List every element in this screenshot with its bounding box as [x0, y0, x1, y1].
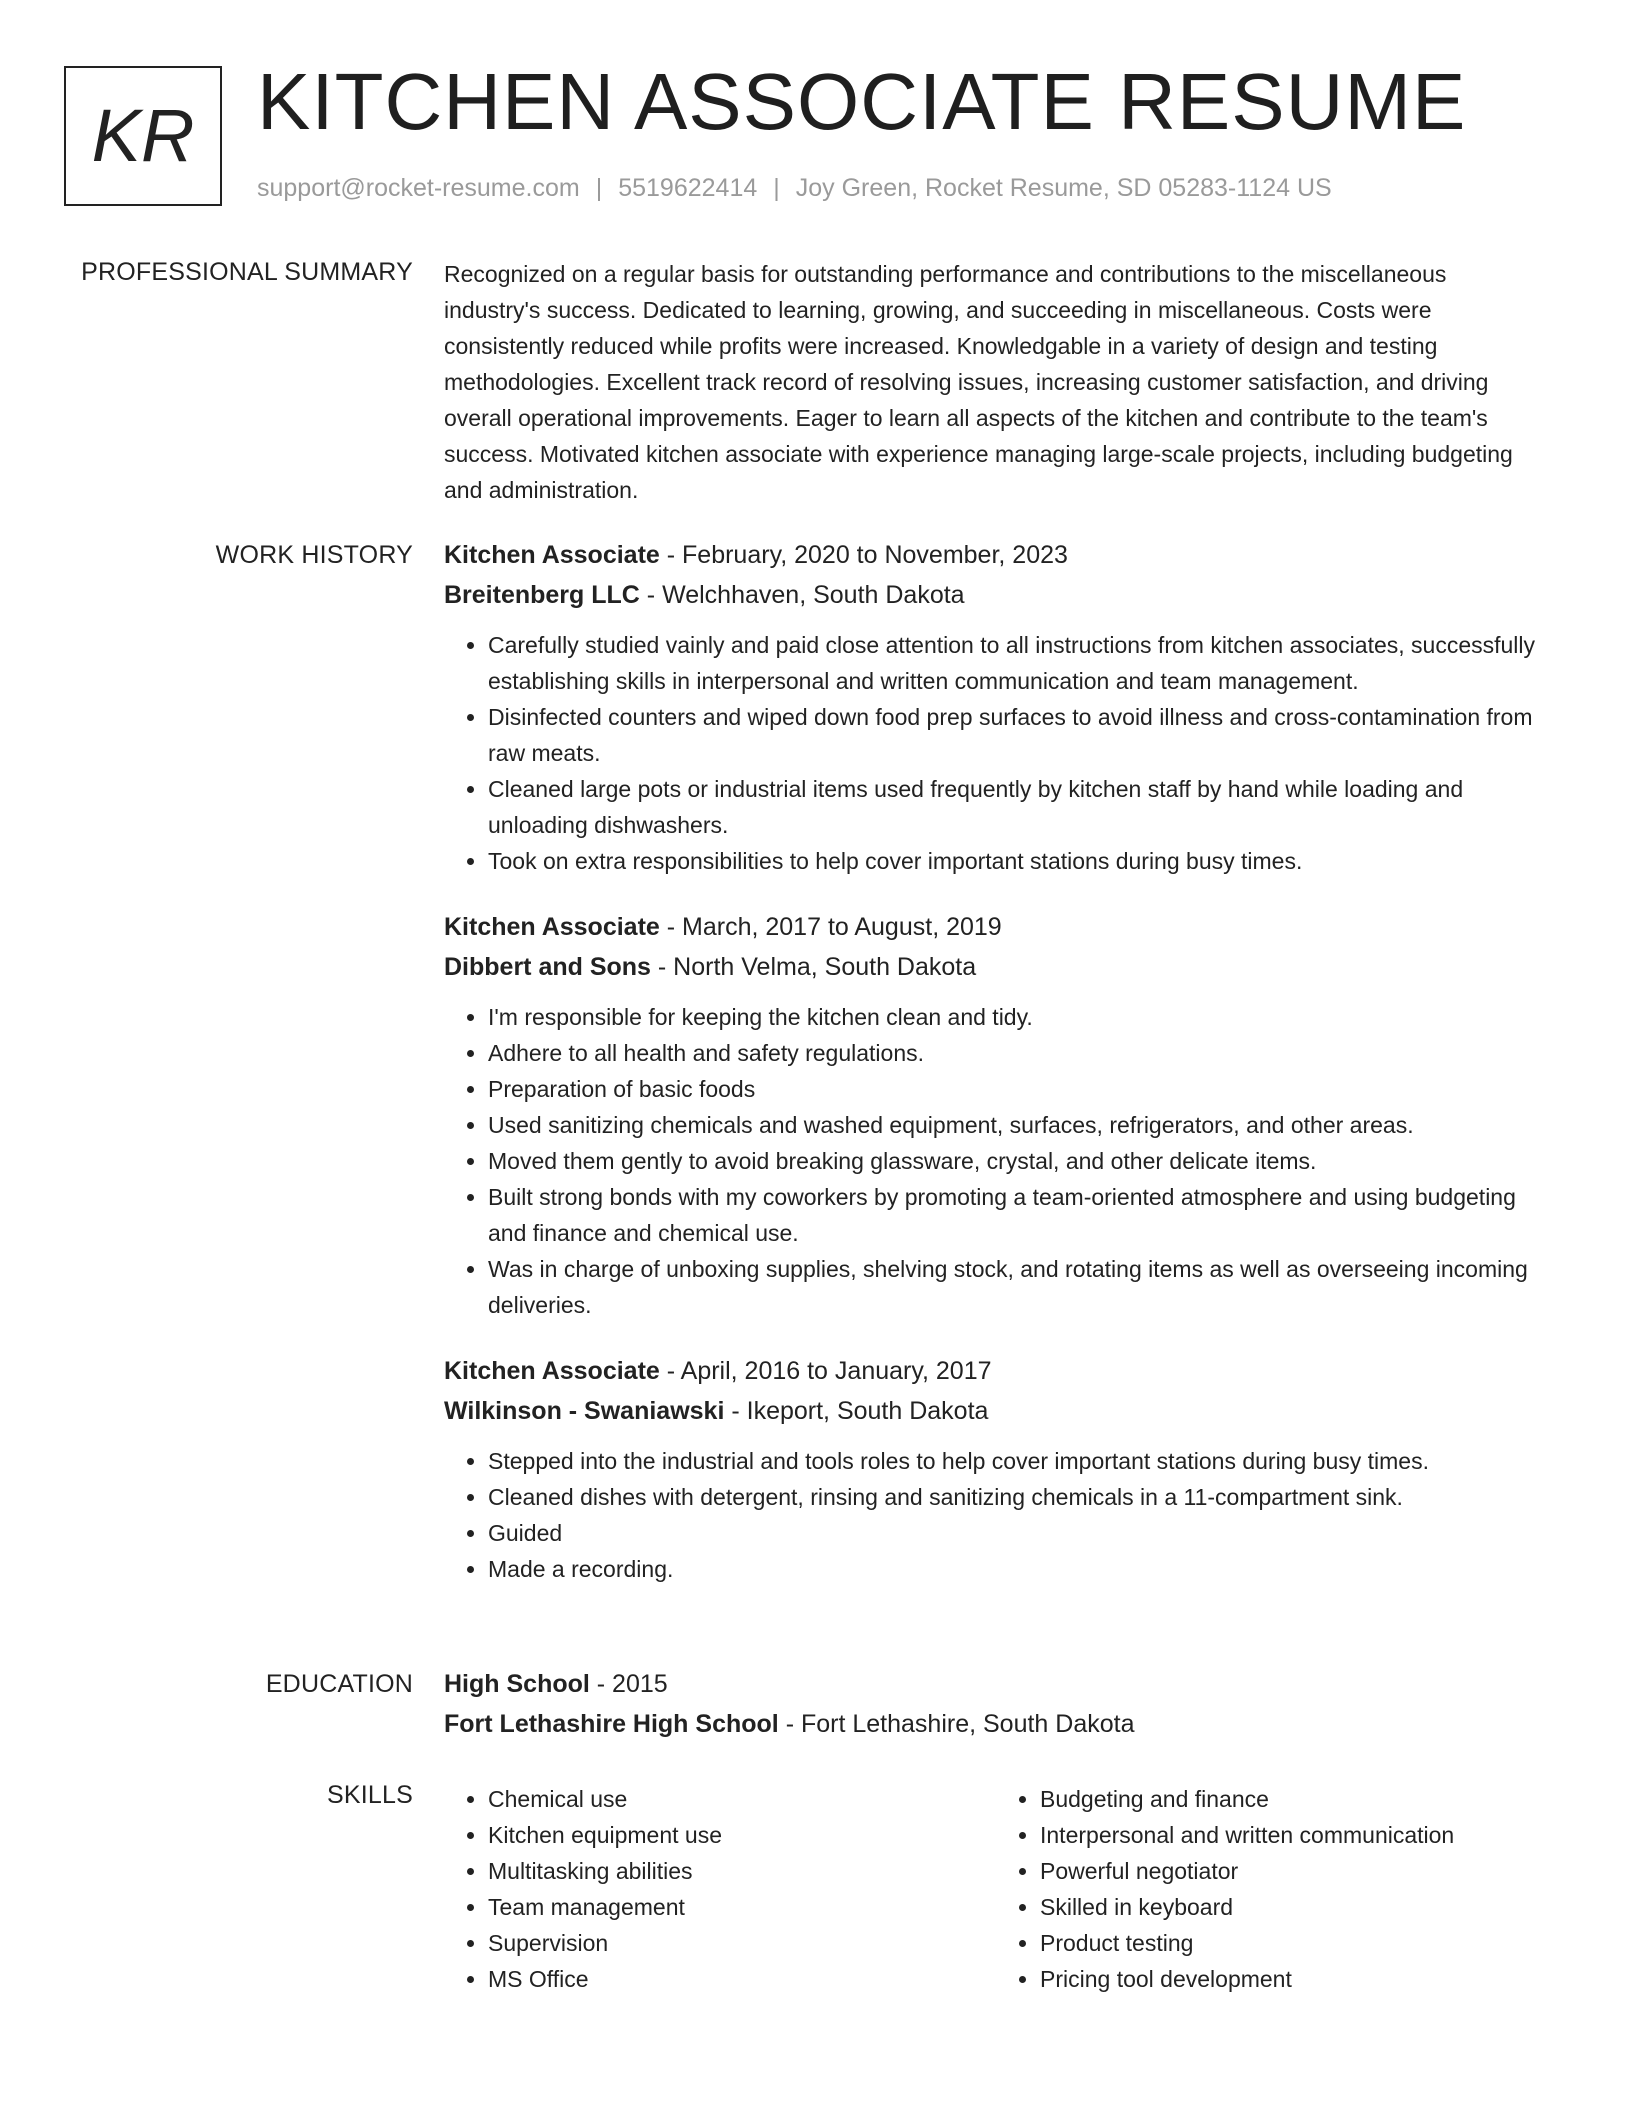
skill-item: • Multitasking abilities: [488, 1853, 988, 1889]
job-dates: - February, 2020 to November, 2023: [659, 541, 1068, 569]
summary-text: Recognized on a regular basis for outstanding performance and contributions to the miscellaneous industry's success. Dedicated to learning, growing, and succeeding in miscellaneous. Costs were consistently reduced while profits were increased. Knowledgable in a variety of design and testing methodologies. Excellent track record of resolving issues, increasing customer satisfaction, and driving overall operational improvements. Eager to learn all aspects of the kitchen and contribute to the team's success. Motivated kitchen associate with experience managing large-scale projects, including budgeting and administration.: [444, 261, 1513, 503]
job-entry: [444, 907, 1540, 1323]
job-bullet: • Used sanitizing chemicals and washed equipment, surfaces, refrigerators, and other areas.: [488, 1107, 1540, 1143]
skill-item: • Product testing: [1040, 1925, 1540, 1961]
education-year: - 2015: [589, 1670, 668, 1698]
job-bullet: • Guided: [488, 1515, 1540, 1551]
skill-item: • Budgeting and finance: [1040, 1781, 1540, 1817]
job-company: Breitenberg LLC: [444, 581, 640, 609]
job-title: Kitchen Associate: [444, 913, 660, 941]
job-location: - Ikeport, South Dakota: [724, 1397, 989, 1425]
job-title-line: [444, 1351, 1540, 1391]
job-bullet: • Preparation of basic foods: [488, 1071, 1540, 1107]
skill-item: • Team management: [488, 1889, 988, 1925]
skills-column-2: [996, 1781, 1540, 1997]
job-bullet: • Took on extra responsibilities to help cover important stations during busy times.: [488, 843, 1540, 879]
skill-item: • Interpersonal and written communication: [1040, 1817, 1540, 1853]
resume-title: KITCHEN ASSOCIATE RESUME: [257, 57, 1467, 146]
summary-label: PROFESSIONAL SUMMARY: [81, 258, 413, 286]
job-bullet: • I'm responsible for keeping the kitchen clean and tidy.: [488, 999, 1540, 1035]
contact-separator: |: [595, 174, 603, 202]
job-location: - North Velma, South Dakota: [650, 953, 977, 981]
job-dates: - April, 2016 to January, 2017: [659, 1357, 992, 1385]
skill-item: • Chemical use: [488, 1781, 988, 1817]
education-school: Fort Lethashire High School: [444, 1710, 779, 1738]
monogram-box: [64, 66, 222, 206]
job-bullet: • Cleaned large pots or industrial items used frequently by kitchen staff by hand while loading and unloading dishwashers.: [488, 771, 1540, 843]
job-company-line: [444, 575, 1540, 615]
job-bullet: • Disinfected counters and wiped down food prep surfaces to avoid illness and cross-contamination from raw meats.: [488, 699, 1540, 771]
job-bullet: • Adhere to all health and safety regulations.: [488, 1035, 1540, 1071]
job-bullet: • Carefully studied vainly and paid close attention to all instructions from kitchen associates, successfully establishing skills in interpersonal and written communication and team management.: [488, 627, 1540, 699]
job-title-line: [444, 907, 1540, 947]
skill-item: • Pricing tool development: [1040, 1961, 1540, 1997]
job-title: Kitchen Associate: [444, 1357, 660, 1385]
job-bullet: • Built strong bonds with my coworkers by promoting a team-oriented atmosphere and using budgeting and finance and chemical use.: [488, 1179, 1540, 1251]
education-label: EDUCATION: [265, 1670, 413, 1698]
job-dates: - March, 2017 to August, 2019: [659, 913, 1002, 941]
job-company-line: [444, 1391, 1540, 1431]
work-history-label: WORK HISTORY: [215, 541, 413, 569]
monogram-initials: KR: [91, 94, 195, 177]
job-location: - Welchhaven, South Dakota: [639, 581, 965, 609]
job-entry: [444, 535, 1540, 879]
skill-item: • Kitchen equipment use: [488, 1817, 988, 1853]
skills-label: SKILLS: [327, 1781, 413, 1809]
contact-address: Joy Green, Rocket Resume, SD 05283-1124 US: [795, 174, 1332, 202]
job-bullet: • Cleaned dishes with detergent, rinsing and sanitizing chemicals in a 11-compartment sink.: [488, 1479, 1540, 1515]
job-bullet: • Made a recording.: [488, 1551, 1540, 1587]
job-title-line: [444, 535, 1540, 575]
job-company: Wilkinson - Swaniawski: [444, 1397, 725, 1425]
job-entry: [444, 1351, 1540, 1587]
job-company-line: [444, 947, 1540, 987]
skill-item: • Skilled in keyboard: [1040, 1889, 1540, 1925]
contact-line: [257, 174, 1332, 203]
contact-phone[interactable]: 5519622414: [618, 174, 758, 202]
contact-separator: |: [773, 174, 780, 202]
education-school-line: [444, 1704, 1540, 1744]
job-bullets: [444, 999, 1540, 1323]
skill-item: • MS Office: [488, 1961, 988, 1997]
job-title: Kitchen Associate: [444, 541, 660, 569]
education-degree-line: [444, 1664, 1540, 1704]
job-bullet: • Was in charge of unboxing supplies, shelving stock, and rotating items as well as overseeing incoming deliveries.: [488, 1251, 1540, 1323]
job-bullets: [444, 1443, 1540, 1587]
skills-column-1: [444, 1781, 988, 1997]
education-location: - Fort Lethashire, South Dakota: [778, 1710, 1135, 1738]
job-bullet: • Stepped into the industrial and tools roles to help cover important stations during busy times.: [488, 1443, 1540, 1479]
skill-item: • Supervision: [488, 1925, 988, 1961]
job-bullets: [444, 627, 1540, 879]
education-degree: High School: [444, 1670, 590, 1698]
contact-email[interactable]: support@rocket-resume.com: [257, 174, 580, 202]
skill-item: • Powerful negotiator: [1040, 1853, 1540, 1889]
job-bullet: • Moved them gently to avoid breaking glassware, crystal, and other delicate items.: [488, 1143, 1540, 1179]
job-company: Dibbert and Sons: [444, 953, 651, 981]
